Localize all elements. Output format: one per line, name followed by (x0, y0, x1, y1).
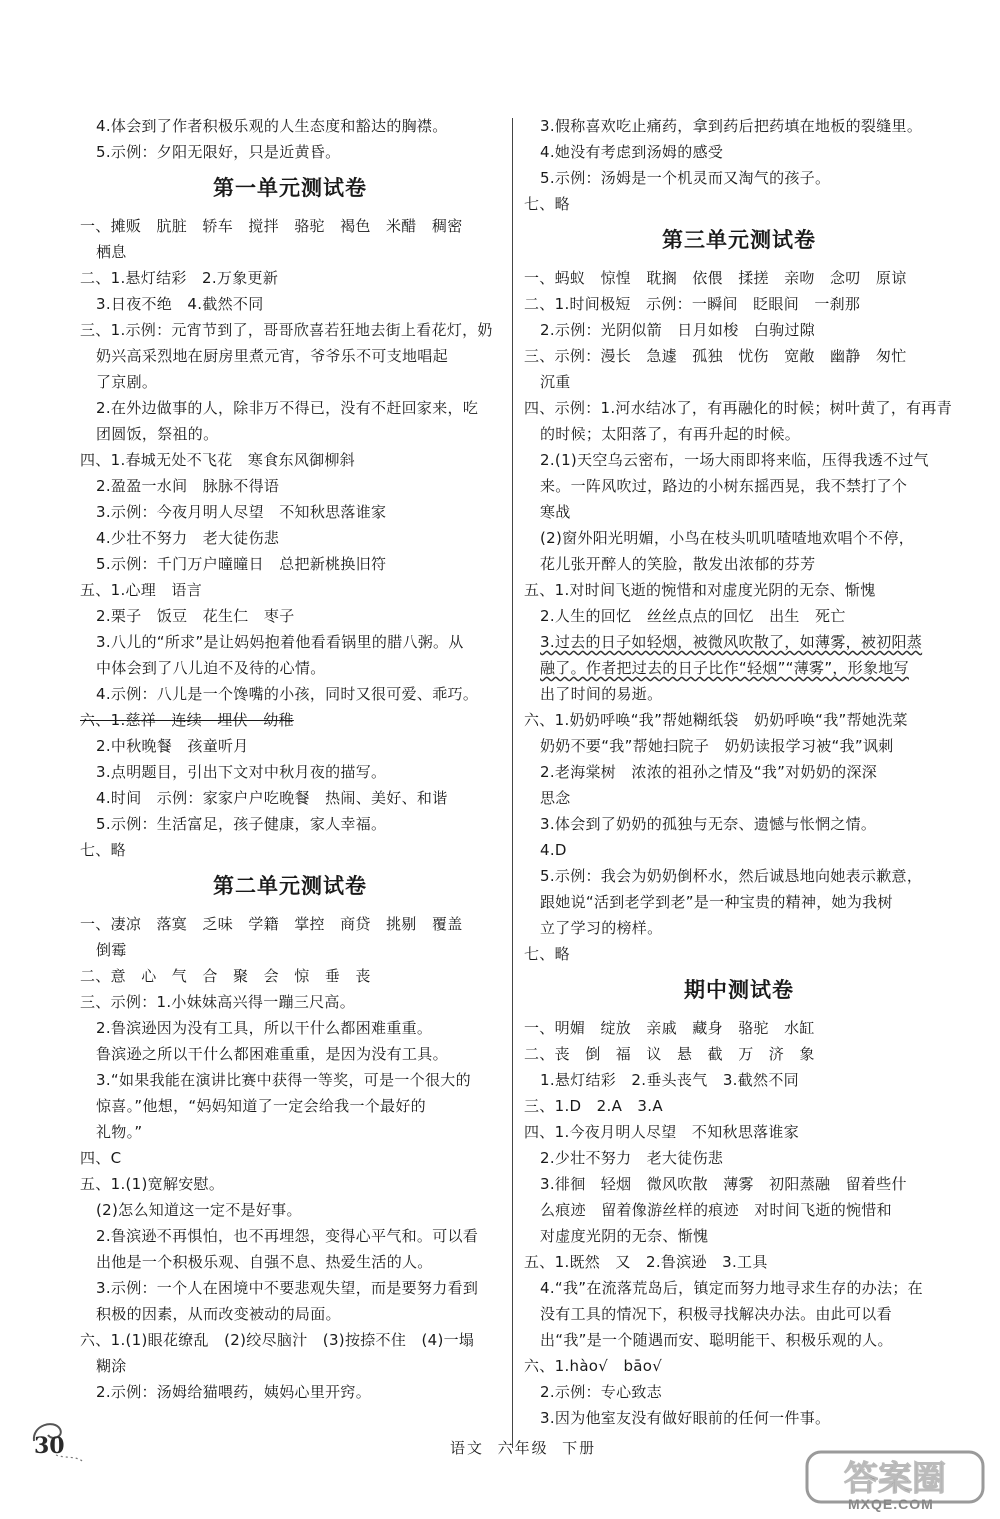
answer-line: 3.日夜不绝 4.截然不同 (96, 295, 264, 313)
answer-line: 2.老海棠树 浓浓的祖孙之情及“我”对奶奶的深深 (540, 763, 878, 781)
wavy-underlined-text: 3.过去的日子如轻烟，被微风吹散了，如薄雾，被初阳蒸 (540, 633, 923, 651)
answer-line: 沉重 (540, 373, 571, 391)
answer-line: 七、略 (524, 945, 570, 963)
answer-line: 一、摊贩 肮脏 轿车 搅拌 骆驼 褐色 米醋 稠密 (80, 217, 463, 235)
answer-line: 2.盈盈一水间 脉脉不得语 (96, 477, 280, 495)
answer-line: 3.假称喜欢吃止痛药，拿到药后把药填在地板的裂缝里。 (540, 117, 923, 135)
book-info (450, 1437, 596, 1458)
answer-line: 出了时间的易逝。 (540, 685, 663, 703)
answer-line: 四、示例：1.河水结冰了，有再融化的时候；树叶黄了，有再青 (524, 399, 953, 417)
answer-line: 寒战 (540, 503, 571, 521)
answer-line: 七、略 (524, 195, 570, 213)
answer-line: 一、蚂蚁 惊惶 耽搁 依偎 揉搓 亲吻 念叨 原谅 (524, 269, 907, 287)
volume-label: 下册 (562, 1439, 597, 1457)
answer-line: 礼物。” (96, 1123, 143, 1141)
wavy-underlined-text: 融了。作者把过去的日子比作“轻烟”“薄雾”，形象地写 (540, 659, 909, 677)
answer-line: 三、示例：漫长 急遽 孤独 忧伤 宽敞 幽静 匆忙 (524, 347, 907, 365)
answer-line: 2.(1)天空乌云密布，一场大雨即将来临，压得我透不过气 (540, 451, 929, 469)
section-title: 第二单元测试卷 (213, 873, 367, 898)
answer-line: 5.示例：千门万户曈曈日 总把新桃换旧符 (96, 555, 387, 573)
answer-line: 鲁滨逊之所以干什么都困难重重，是因为没有工具。 (96, 1045, 448, 1063)
answer-line: 五、1.(1)宽解安慰。 (80, 1175, 225, 1193)
answer-line: 4.少壮不努力 老大徒伤悲 (96, 529, 280, 547)
answer-line: 4.她没有考虑到汤姆的感受 (540, 143, 724, 161)
answer-line: 六、1.(1)眼花缭乱 (2)绞尽脑汁 (3)按捺不住 (4)一塌 (80, 1331, 475, 1349)
answer-line: 2.示例：汤姆给猫喂药，姨妈心里开窍。 (96, 1383, 372, 1401)
answer-line: 4.“我”在流落荒岛后，镇定而努力地寻求生存的办法；在 (540, 1279, 923, 1297)
answer-line: 七、略 (80, 841, 126, 859)
answer-line: 二、1.悬灯结彩 2.万象更新 (80, 269, 279, 287)
answer-line: 4.时间 示例：家家户户吃晚餐 热闹、美好、和谐 (96, 789, 448, 807)
answer-line: 花儿张开醉人的笑脸，散发出浓郁的芬芳 (540, 555, 816, 573)
answer-line: 奶兴高采烈地在厨房里煮元宵，爷爷乐不可支地唱起 (96, 347, 448, 365)
answer-line: 立了学习的榜样。 (540, 919, 663, 937)
answer-line: 二、意 心 气 合 聚 会 惊 垂 丧 (80, 967, 371, 985)
answer-line: 2.示例：光阴似箭 日月如梭 白驹过隙 (540, 321, 816, 339)
answer-line: 3.点明题目，引出下文对中秋月夜的描写。 (96, 763, 387, 781)
answer-line: 一、明媚 绽放 亲戚 藏身 骆驼 水缸 (524, 1019, 815, 1037)
answer-line: 么痕迹 留着像游丝样的痕迹 对时间飞逝的惋惜和 (540, 1201, 892, 1219)
answer-line: 一、凄凉 落寞 乏味 学籍 掌控 商贷 挑剔 覆盖 (80, 915, 463, 933)
section-title: 期中测试卷 (684, 977, 794, 1002)
column-divider (512, 118, 513, 1448)
answer-line: 五、1.对时间飞逝的惋惜和对虚度光阴的无奈、惭愧 (524, 581, 876, 599)
answer-line: 六、1.奶奶呼唤“我”帮她糊纸袋 奶奶呼唤“我”帮她洗菜 (524, 711, 908, 729)
answer-line: 三、1.D 2.A 3.A (524, 1097, 663, 1115)
answer-line: 5.示例：生活富足，孩子健康，家人幸福。 (96, 815, 387, 833)
subject-label: 语文 (450, 1439, 485, 1457)
answer-line (524, 629, 954, 655)
answer-line: 3.因为他室友没有做好眼前的任何一件事。 (540, 1409, 831, 1427)
answer-line: (2)怎么知道这一定不是好事。 (96, 1201, 302, 1219)
answer-line: 四、C (80, 1149, 122, 1167)
answer-line: 来。一阵风吹过，路边的小树东摇西晃，我不禁打了个 (540, 477, 908, 495)
answer-line: 奶奶不要“我”帮她扫院子 奶奶读报学习被“我”讽刺 (540, 737, 894, 755)
answer-line: 出他是一个积极乐观、自强不息、热爱生活的人。 (96, 1253, 433, 1271)
answer-line: 对虚度光阴的无奈、惭愧 (540, 1227, 709, 1245)
page-number: 30 (34, 1433, 65, 1459)
answer-line: 四、1.今夜月明人尽望 不知秋思落谁家 (524, 1123, 800, 1141)
answer-line: 跟她说“活到老学到老”是一种宝贵的精神，她为我树 (540, 893, 893, 911)
answer-line: 2.中秋晚餐 孩童听月 (96, 737, 249, 755)
answer-line: 5.示例：汤姆是一个机灵而又淘气的孩子。 (540, 169, 831, 187)
left-column (80, 113, 500, 1405)
answer-line: 团圆饭，祭祖的。 (96, 425, 219, 443)
answer-line: 五、1.心理 语言 (80, 581, 203, 599)
section-title: 第三单元测试卷 (662, 227, 816, 252)
answer-line: 3.示例：今夜月明人尽望 不知秋思落谁家 (96, 503, 387, 521)
answer-line: 出“我”是一个随遇而安、聪明能干、积极乐观的人。 (540, 1331, 893, 1349)
answer-line: (2)窗外阳光明媚，小鸟在枝头叽叽喳喳地欢唱个不停， (540, 529, 915, 547)
answer-line: 五、1.既然 又 2.鲁滨逊 3.工具 (524, 1253, 768, 1271)
grade-label: 六年级 (497, 1439, 549, 1457)
answer-line: 二、丧 倒 福 议 悬 截 万 济 象 (524, 1045, 815, 1063)
answer-line: 惊喜。”他想，“妈妈知道了一定会给我一个最好的 (96, 1097, 426, 1115)
section-title: 第一单元测试卷 (213, 175, 367, 200)
answer-line: 2.示例：专心致志 (540, 1383, 663, 1401)
answer-line: 2.鲁滨逊不再惧怕，也不再埋怨，变得心平气和。可以看 (96, 1227, 479, 1245)
answer-line: 5.示例：夕阳无限好，只是近黄昏。 (96, 143, 341, 161)
answer-line: 倒霉 (96, 941, 127, 959)
right-column (524, 113, 954, 1431)
answer-line: 4.D (540, 841, 567, 859)
answer-line: 三、1.示例：元宵节到了，哥哥欣喜若狂地去街上看花灯，奶 (80, 321, 493, 339)
strikethrough-text: 六、1.慈祥 连续 埋伏 幼稚 (80, 711, 294, 729)
answer-line: 4.示例：八儿是一个馋嘴的小孩，同时又很可爱、乖巧。 (96, 685, 479, 703)
answer-line: 思念 (540, 789, 571, 807)
answer-line: 3.示例：一个人在困境中不要悲观失望，而是要努力看到 (96, 1279, 479, 1297)
answer-line: 4.体会到了作者积极乐观的人生态度和豁达的胸襟。 (96, 117, 448, 135)
answer-line: 中体会到了八儿迫不及待的心情。 (96, 659, 326, 677)
answer-line: 3.体会到了奶奶的孤独与无奈、遗憾与怅惘之情。 (540, 815, 877, 833)
answer-line: 三、示例：1.小妹妹高兴得一蹦三尺高。 (80, 993, 356, 1011)
answer-line: 六、1.hào√ bāo√ (524, 1357, 663, 1375)
answer-line: 2.在外边做事的人，除非万不得已，没有不赶回家来，吃 (96, 399, 479, 417)
answer-line (524, 655, 954, 681)
watermark-url: MXQE.COM (848, 1496, 934, 1512)
answer-line: 四、1.春城无处不飞花 寒食东风御柳斜 (80, 451, 356, 469)
answer-line: 没有工具的情况下，积极寻找解决办法。由此可以看 (540, 1305, 892, 1323)
watermark-logo-text: 答案圈 (844, 1459, 946, 1499)
answer-line: 的时候；太阳落了，有再升起的时候。 (540, 425, 801, 443)
answer-line: 2.少壮不努力 老大徒伤悲 (540, 1149, 724, 1167)
answer-line: 2.人生的回忆 丝丝点点的回忆 出生 死亡 (540, 607, 846, 625)
answer-line: 1.悬灯结彩 2.垂头丧气 3.截然不同 (540, 1071, 799, 1089)
answer-line: 2.鲁滨逊因为没有工具，所以干什么都困难重重。 (96, 1019, 433, 1037)
answer-line: 3.“如果我能在演讲比赛中获得一等奖，可是一个很大的 (96, 1071, 471, 1089)
answer-line: 5.示例：我会为奶奶倒杯水，然后诚恳地向她表示歉意， (540, 867, 923, 885)
answer-line: 糊涂 (96, 1357, 127, 1375)
answer-line: 2.栗子 饭豆 花生仁 枣子 (96, 607, 295, 625)
answer-line: 积极的因素，从而改变被动的局面。 (96, 1305, 341, 1323)
answer-line: 3.八儿的“所求”是让妈妈抱着他看看锅里的腊八粥。从 (96, 633, 464, 651)
answer-line: 栖息 (96, 243, 127, 261)
answer-line: 二、1.时间极短 示例：一瞬间 眨眼间 一刹那 (524, 295, 861, 313)
answer-line: 了京剧。 (96, 373, 158, 391)
answer-line: 3.徘徊 轻烟 微风吹散 薄雾 初阳蒸融 留着些什 (540, 1175, 907, 1193)
answer-line (80, 707, 500, 733)
